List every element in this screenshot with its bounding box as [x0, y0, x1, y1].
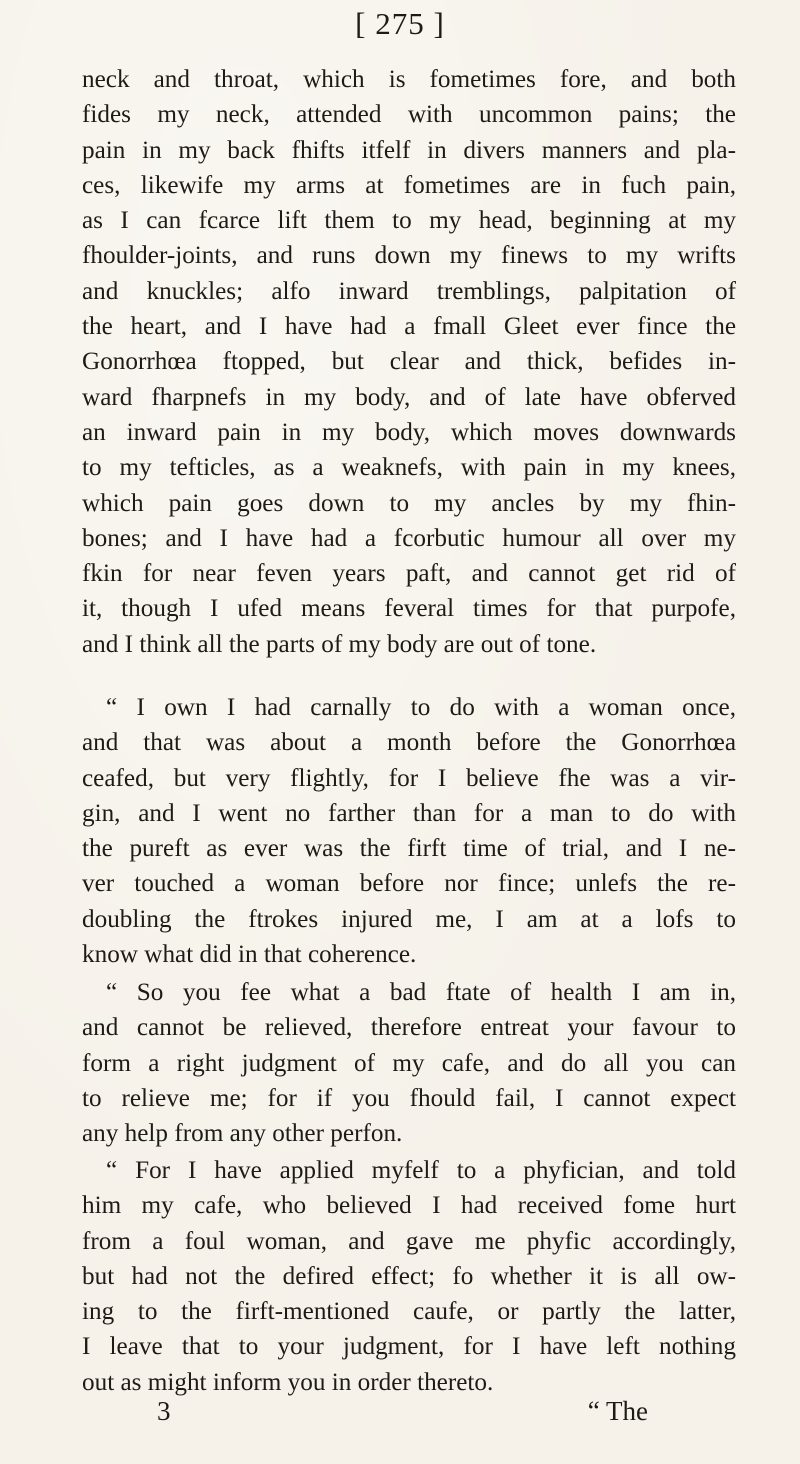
signature-mark: 3	[157, 1396, 171, 1426]
paragraph-1	[82, 62, 736, 662]
text-line: which pain goes down to my ancles by my fhin-	[82, 489, 736, 517]
text-line: know what did in that coherence.	[82, 941, 417, 969]
text-line: any help from any other perfon.	[82, 1120, 403, 1148]
text-line: form a right judgment of my cafe, and do all you can	[82, 1049, 736, 1077]
text-line: ceafed, but very flightly, for I believe fhe was a vir-	[82, 764, 736, 792]
text-line: ing to the firft-mentioned caufe, or partly the latter,	[82, 1298, 736, 1326]
text-line: as I can fcarce lift them to my head, beginning at my	[82, 207, 736, 235]
text-line: I leave that to your judgment, for I have left nothing	[82, 1333, 736, 1361]
text-line: gin, and I went no farther than for a man to do with	[82, 799, 736, 827]
page-footer	[82, 1396, 736, 1436]
text-line: Gonorrhœa ftopped, but clear and thick, befides in-	[82, 348, 736, 376]
text-line: pain in my back fhifts itfelf in divers manners and pla-	[82, 136, 736, 164]
text-line: ces, likewife my arms at fometimes are in fuch pain,	[82, 171, 736, 199]
text-line: and knuckles; alfo inward tremblings, palpitation of	[82, 277, 736, 305]
paragraph-3	[82, 975, 736, 1151]
text-line: “ For I have applied myfelf to a phyfician, and told	[106, 1157, 736, 1184]
text-line: an inward pain in my body, which moves downwards	[82, 418, 736, 446]
text-line: to my tefticles, as a weaknefs, with pain in my knees,	[82, 454, 736, 482]
text-line: it, though I ufed means feveral times for that purpofe,	[82, 595, 736, 623]
text-line: the pureft as ever was the firft time of trial, and I ne-	[82, 835, 736, 863]
text-line: ver touched a woman before nor fince; unlefs the re-	[82, 870, 736, 898]
text-line: and cannot be relieved, therefore entreat your favour to	[82, 1014, 736, 1042]
text-line: fhoulder-joints, and runs down my finews to my wrifts	[82, 242, 736, 270]
paragraph-4	[82, 1153, 736, 1400]
text-line: ward fharpnefs in my body, and of late have obferved	[82, 383, 736, 411]
text-line: and I think all the parts of my body are out of tone.	[82, 630, 597, 658]
text-line: him my cafe, who believed I had received fome hurt	[82, 1192, 736, 1220]
text-line: “ So you fee what a bad ftate of health I am in,	[106, 979, 736, 1006]
text-line: neck and throat, which is fometimes fore, and both	[82, 66, 736, 93]
text-line: fkin for near feven years paft, and cannot get rid of	[82, 560, 736, 588]
text-line: from a foul woman, and gave me phyfic accordingly,	[82, 1227, 736, 1255]
text-line: out as might inform you in order thereto.	[82, 1368, 494, 1396]
text-line: to relieve me; for if you fhould fail, I cannot expect	[82, 1084, 736, 1112]
text-line: but had not the defired effect; fo whether it is all ow-	[82, 1262, 736, 1290]
text-line: bones; and I have had a fcorbutic humour all over my	[82, 524, 736, 552]
text-line: the heart, and I have had a fmall Gleet ever fince the	[82, 313, 736, 341]
text-line: doubling the ftrokes injured me, I am at a lofs to	[82, 905, 736, 933]
text-line: fides my neck, attended with uncommon pains; the	[82, 101, 736, 129]
paragraph-2	[82, 690, 736, 972]
page-number-header: [ 275 ]	[355, 6, 445, 41]
text-line: and that was about a month before the Gonorrhœa	[82, 729, 736, 757]
text-line: “ I own I had carnally to do with a woman once,	[106, 694, 736, 721]
catchword: “ The	[587, 1396, 648, 1426]
